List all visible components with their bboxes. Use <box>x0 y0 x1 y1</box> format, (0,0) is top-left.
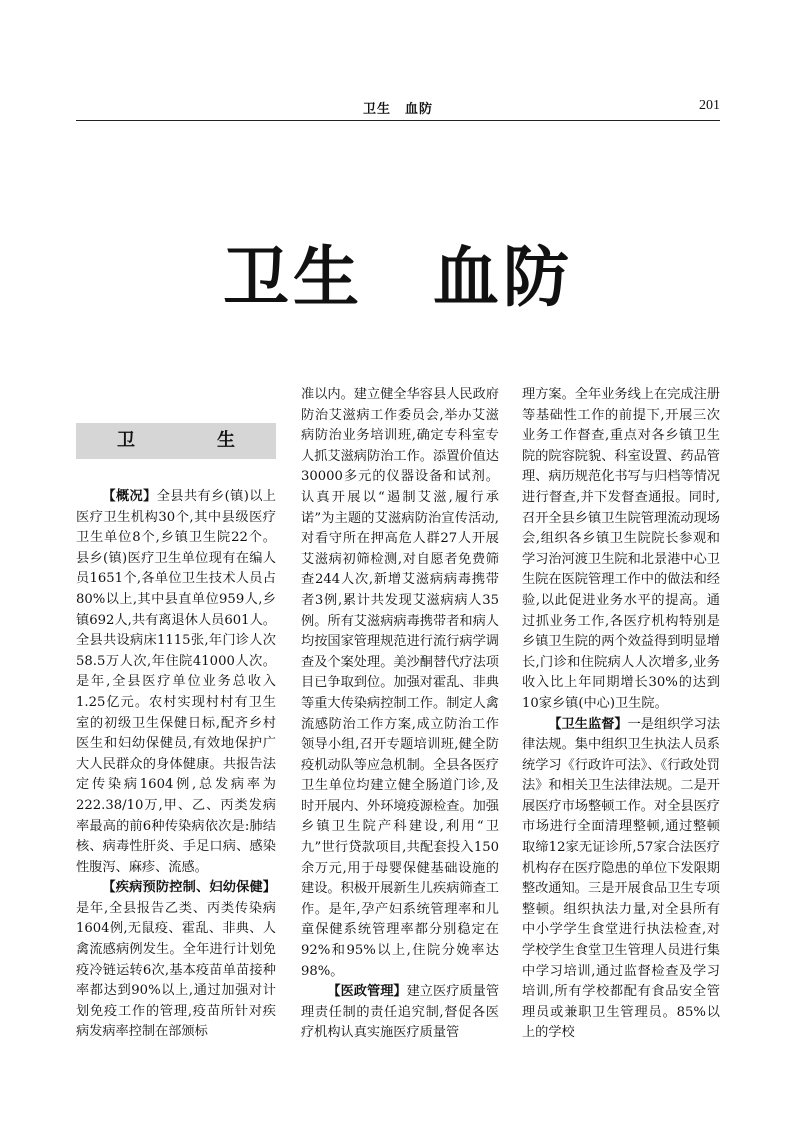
paragraph-disease-control <box>76 878 276 1043</box>
paragraph-overview-body: 全县共有乡(镇)以上医疗卫生机构30个,其中县级医疗卫生单位8个,乡镇卫生院22个。县乡(镇)医疗卫生单位现有在编人员1651个,各单位卫生技术人员占80%以上,其中县直单位959人,乡镇692人,共有离退休人员601人。全县共设病床1115张,年门诊人次58.5万人次,年住院41000人次。是年,全县医疗单位业务总收入1.25亿元。农村实现村村有卫生室的初级卫生保健日标,配齐乡村医生和妇幼保健员,有效地保护广大人民群众的身体健康。共报告法定传染病1604例,总发病率为222.38/10万,甲、乙、丙类发病率最高的前6种传染病依次是:肺结核、病毒性肝炎、手足口病、感染性腹泻、麻疹、流感。 <box>76 489 276 875</box>
paragraph-medical-admin-body: 建立医疗质量管理责任制的责任追究制,督促各医疗机构认真实施医疗质量管 <box>301 984 500 1041</box>
subheading-disease-control: 【疾病预防控制、妇幼保健】 <box>102 880 276 896</box>
paragraph-overview <box>76 487 276 878</box>
text-column-3 <box>522 385 720 1044</box>
paragraph-disease-control-body: 是年,全县报告乙类、丙类传染病1604例,无鼠疫、霍乱、非典、人禽流感病例发生。全年进行计划免疫冷链运转6次,基本疫苗单苗接种率都达到90%以上,通过加强对计划免疫工作的管理,疫苗所针对疾病发病率控制在部颁标 <box>76 900 276 1040</box>
subheading-overview: 【概况】 <box>102 489 157 504</box>
text-column-1 <box>76 487 276 1043</box>
chapter-title: 卫生 血防 <box>223 239 573 316</box>
paragraph-disease-control-continued: 准以内。建立健全华容县人民政府防治艾滋病工作委员会,举办艾滋病防治业务培训班,确定专科室专人抓艾滋病防治工作。添置价值达30000多元的仪器设备和试剂。认真开展以“遏制艾滋,履行承诺”为主题的艾滋病防治宣传活动,对看守所在押高危人群27人开展艾滋病初筛检测,对自愿者免费筛查244人次,新增艾滋病病毒携带者3例,累计共发现艾滋病病人35例。所有艾滋病病毒携带者和病人均按国家管理规范进行流行病学调查及个案处理。美沙酮替代疗法项目已争取到位。加强对霍乱、非典等重大传染病控制工作。制定人禽流感防治工作方案,成立防治工作领导小组,召开专题培训班,健全防疫机动队等应急机制。全县各医疗卫生单位均建立健全肠道门诊,及时开展内、外环境疫源检查。加强乡镇卫生院产科建设,利用“卫九”世行贷款项目,共配套投入150余万元,用于母婴保健基础设施的建设。积极开展新生儿疾病筛查工作。是年,孕产妇系统管理率和儿童保健系统管理率都分别稳定在92%和95%以上,住院分娩率达98%。 <box>301 387 499 979</box>
text-column-2 <box>301 385 499 1044</box>
paragraph-health-supervision <box>522 715 720 1045</box>
running-header <box>76 94 720 121</box>
subheading-health-supervision: 【卫生监督】 <box>548 716 628 732</box>
paragraph-health-supervision-body: 一是组织学习法律法规。集中组织卫生执法人员系统学习《行政许可法》、《行政处罚法》和相关卫生法律法规。二是开展医疗市场整顿工作。对全县医疗市场进行全面清理整顿,通过整顿取缔12家无证诊所,57家合法医疗机构存在医疗隐患的单位下发限期整改通知。三是开展食品卫生专项整顿。组织执法力量,对全县所有中小学学生食堂进行执法检查,对学校学生食堂卫生管理人员进行集中学习培训,通过监督检查及学习培训,所有学校都配有食品安全管理员或兼职卫生管理员。85%以上的学校 <box>522 716 721 1041</box>
running-title: 卫生 血防 <box>362 102 433 117</box>
subheading-medical-admin: 【医政管理】 <box>327 984 407 1000</box>
section-heading: 卫 生 <box>76 423 276 459</box>
paragraph-medical-admin-continued: 理方案。全年业务线上在完成注册等基础性工作的前提下,开展三次业务工作督查,重点对各乡镇卫生院的院容院貌、科室设置、药品管理、病历规范化书写与归档等情况进行督查,并下发督查通报。同时,召开全县乡镇卫生院管理流动现场会,组织各乡镇卫生院院长参观和学习治河渡卫生院和北景港中心卫生院在医院管理工作中的做法和经验,以此促进业务水平的提高。通过抓业务工作,各医疗机构特别是乡镇卫生院的两个效益得到明显增长,门诊和住院病人人次增多,业务收入比上年同期增长30%的达到10家乡镇(中心)卫生院。 <box>522 387 720 711</box>
paragraph-medical-admin <box>301 982 499 1044</box>
page-number: 201 <box>699 98 720 113</box>
